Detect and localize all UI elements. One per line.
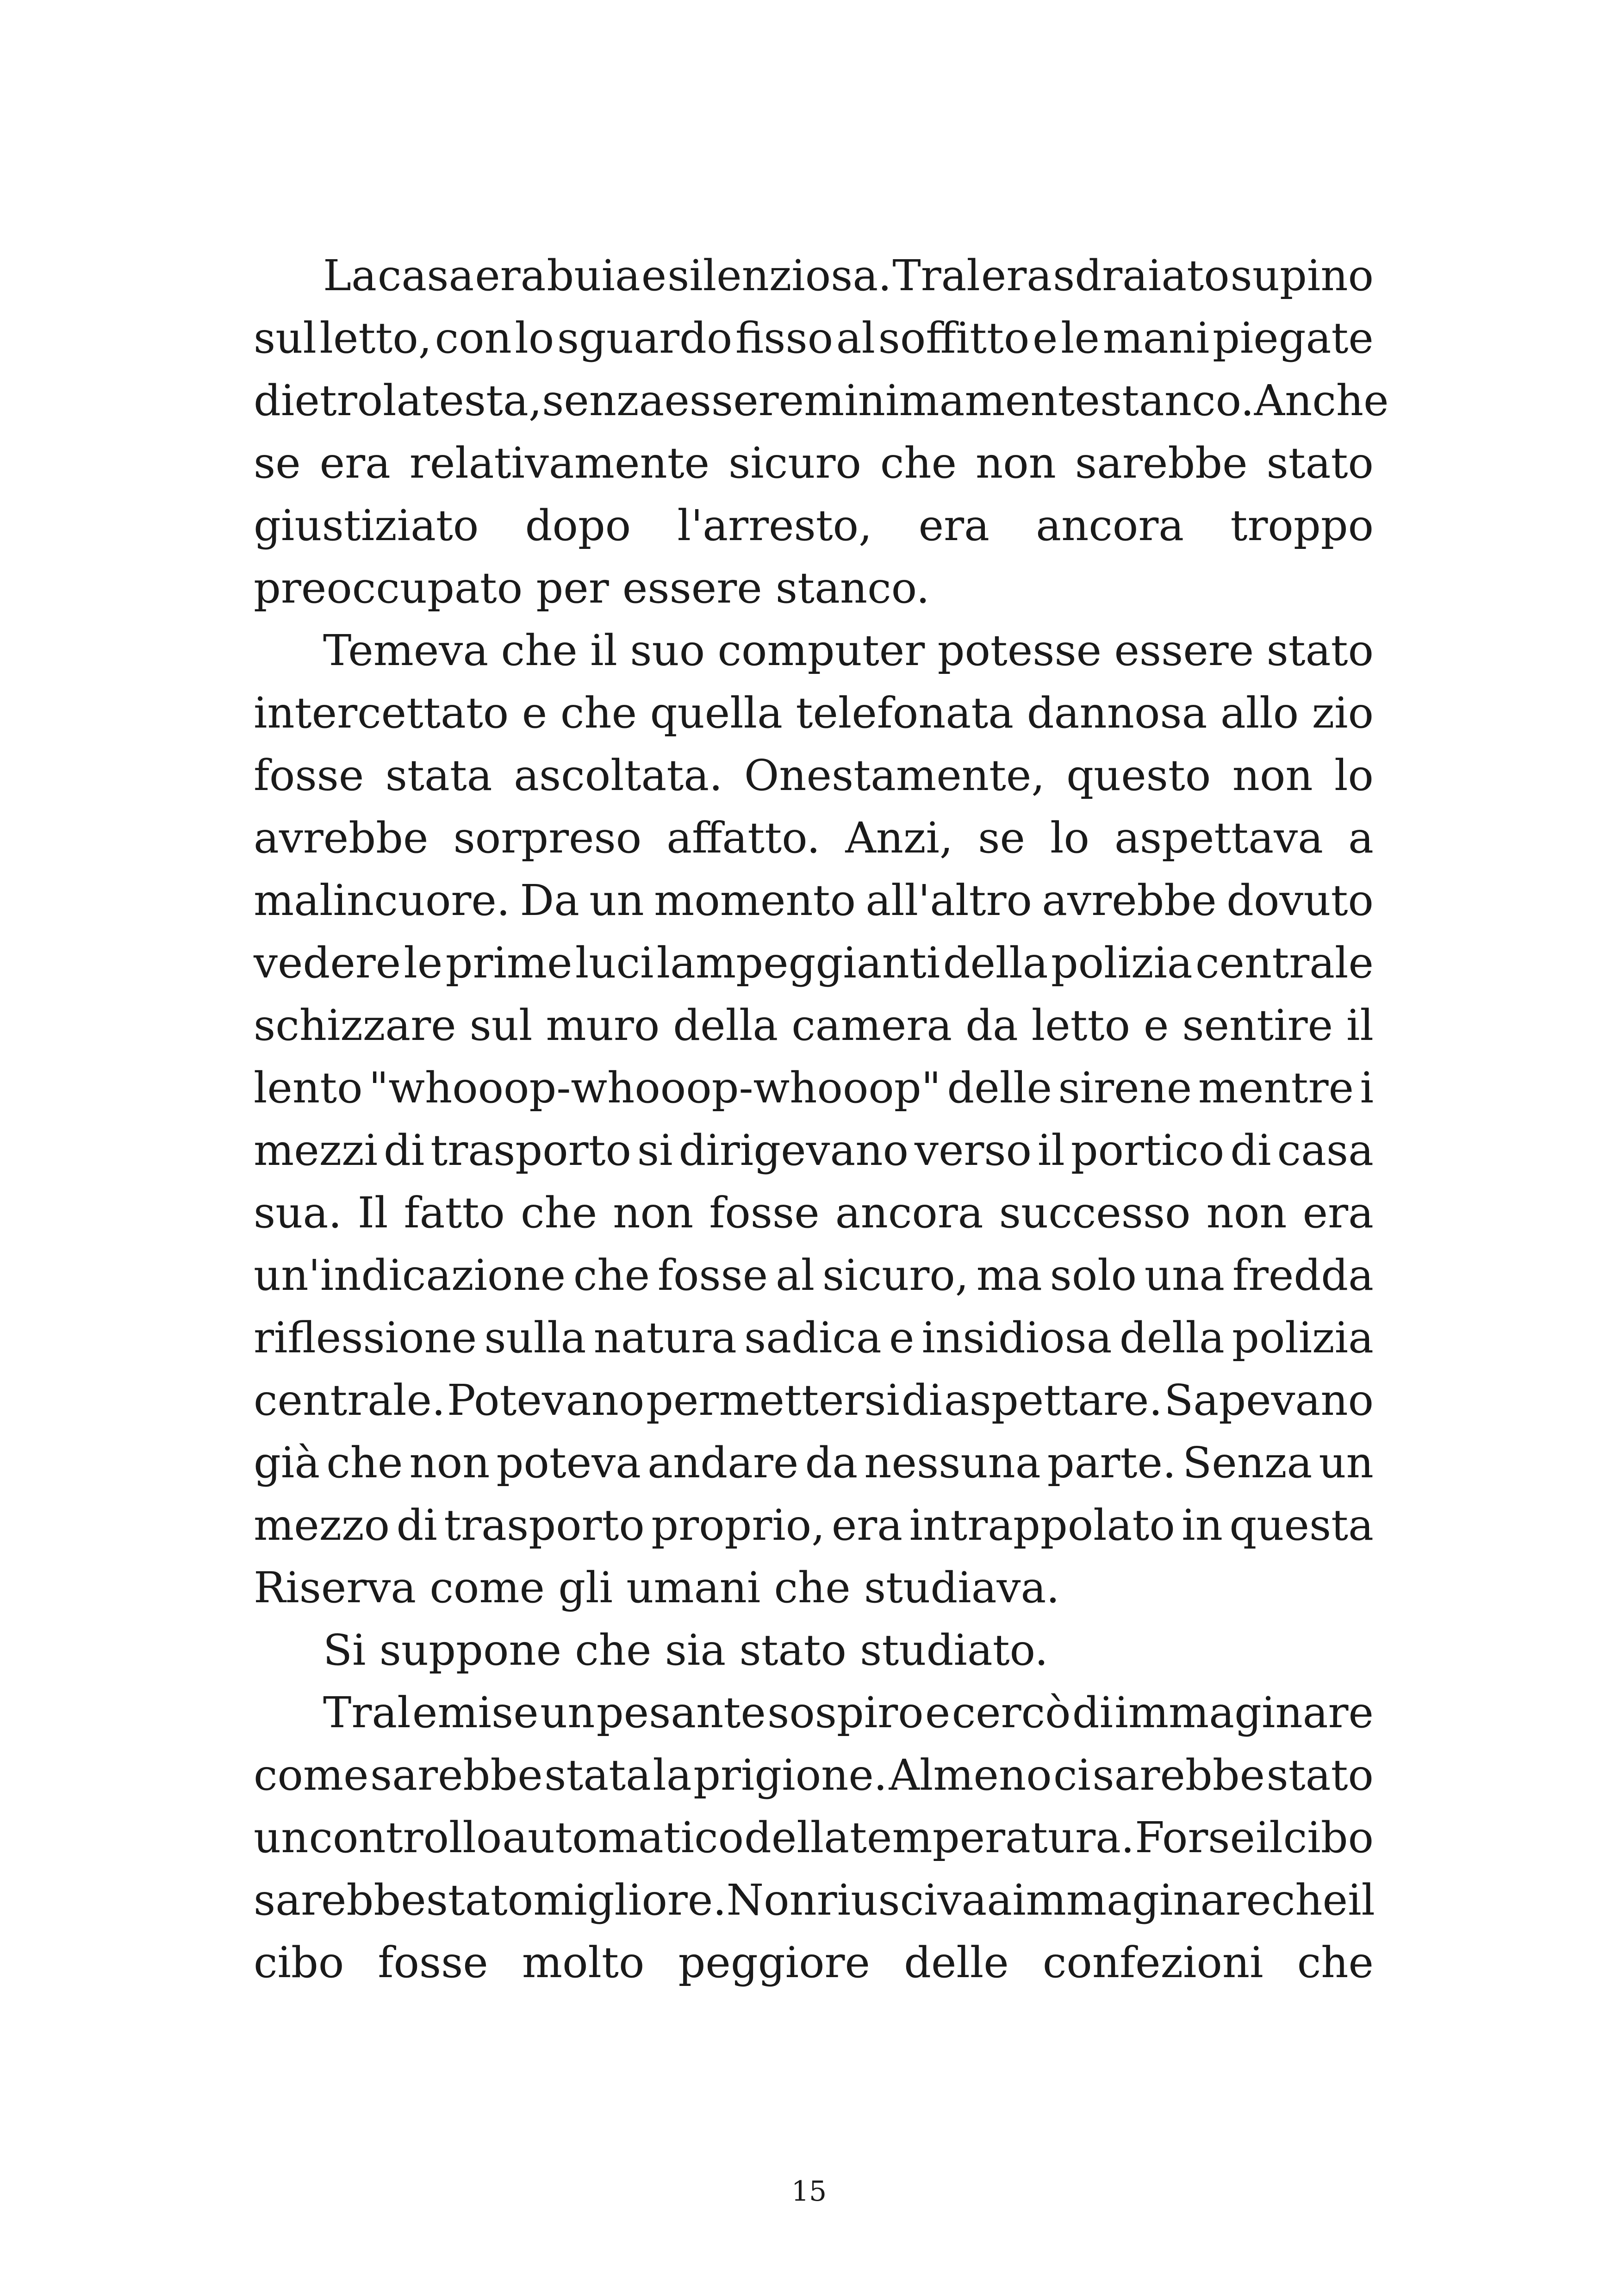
word: non xyxy=(613,1188,694,1238)
word: letto, xyxy=(319,313,432,363)
word: mani xyxy=(1102,313,1210,363)
word: Potevano xyxy=(447,1375,645,1425)
word: e xyxy=(925,1688,951,1737)
text-line: preoccupato per essere stanco. xyxy=(254,563,930,613)
word: fosse xyxy=(254,751,364,800)
word: fredda xyxy=(1232,1251,1374,1300)
word: Almeno xyxy=(889,1750,1052,1800)
word: un xyxy=(254,1813,309,1862)
word: da xyxy=(805,1438,858,1487)
word: delle xyxy=(947,1063,1052,1113)
word: lo xyxy=(515,313,554,363)
word: di xyxy=(396,1500,437,1550)
text-line xyxy=(254,1182,1374,1244)
word: essere xyxy=(1114,626,1254,675)
word: se xyxy=(978,813,1025,863)
word: sdraiato xyxy=(1053,251,1230,300)
word: stato xyxy=(1266,1750,1374,1800)
text-line xyxy=(254,1869,1374,1931)
word: verso xyxy=(914,1126,1032,1175)
word: un'indicazione xyxy=(254,1251,566,1300)
word: e xyxy=(522,688,548,738)
text-line xyxy=(254,244,1374,307)
word: sul xyxy=(469,1001,533,1050)
word: a xyxy=(987,1875,1013,1925)
word: Il xyxy=(357,1188,388,1238)
word: computer xyxy=(717,626,925,675)
word: ma xyxy=(976,1251,1042,1300)
word: sul xyxy=(254,313,317,363)
word: con xyxy=(435,313,512,363)
word: portico xyxy=(1070,1126,1225,1175)
word: quella xyxy=(650,688,783,738)
word: che xyxy=(520,1188,597,1238)
word: era xyxy=(475,251,546,300)
word: letto xyxy=(1031,1001,1130,1050)
word: questa xyxy=(1229,1500,1374,1550)
word: che xyxy=(573,1251,650,1300)
word: trasporto xyxy=(430,1126,631,1175)
word: proprio, xyxy=(651,1500,825,1550)
word: peggiore xyxy=(678,1938,870,1987)
word: il xyxy=(1255,1813,1283,1862)
word: pesante xyxy=(596,1688,766,1737)
word: "whooop-whooop-whooop" xyxy=(368,1063,941,1113)
word: controllo xyxy=(309,1813,502,1862)
word: dovuto xyxy=(1226,876,1374,925)
word: era xyxy=(981,251,1052,300)
word: sentire xyxy=(1182,1001,1333,1050)
word: immaginare xyxy=(1012,1875,1271,1925)
word: malincuore. xyxy=(254,876,510,925)
word: il xyxy=(1037,1126,1065,1175)
word: delle xyxy=(904,1938,1009,1987)
word: ancora xyxy=(835,1188,983,1238)
word: avrebbe xyxy=(1042,876,1217,925)
word: a xyxy=(1348,813,1374,863)
word: mezzi xyxy=(254,1126,378,1175)
word: camera xyxy=(791,1001,952,1050)
word: mentre xyxy=(1198,1063,1354,1113)
word: stato xyxy=(426,1875,534,1925)
word: che xyxy=(501,626,578,675)
word: schizzare xyxy=(254,1001,456,1050)
word: centrale. xyxy=(254,1375,446,1425)
text-line xyxy=(254,494,1374,557)
word: Sapevano xyxy=(1164,1375,1374,1425)
word: Onestamente, xyxy=(744,751,1045,800)
word: poteva xyxy=(496,1438,641,1487)
word: le xyxy=(404,938,443,988)
text-line xyxy=(254,1744,1374,1806)
word: casa xyxy=(1277,1126,1374,1175)
word: non xyxy=(1206,1188,1287,1238)
text-line xyxy=(254,1057,1374,1119)
word: Forse xyxy=(1135,1813,1255,1862)
word: senza xyxy=(542,376,665,425)
word: trasporto xyxy=(444,1500,645,1550)
word: intrappolato xyxy=(909,1500,1175,1550)
text-line xyxy=(254,744,1374,807)
word: momento xyxy=(654,876,856,925)
word: era xyxy=(1302,1188,1374,1238)
word: insidiosa xyxy=(921,1313,1112,1363)
word: dirigevano xyxy=(678,1126,909,1175)
text-line xyxy=(254,1431,1374,1494)
word: Temeva xyxy=(323,626,489,675)
word: fisso xyxy=(735,313,834,363)
word: stata xyxy=(385,751,492,800)
word: soffitto xyxy=(878,313,1030,363)
word: andare xyxy=(647,1438,799,1487)
word: aspettare. xyxy=(944,1375,1163,1425)
word: luci xyxy=(575,938,654,988)
word: giustiziato xyxy=(254,501,479,550)
word: non xyxy=(976,438,1056,488)
text-line xyxy=(254,1307,1374,1369)
word: lento xyxy=(254,1063,363,1113)
word: zio xyxy=(1312,688,1374,738)
word: un xyxy=(589,876,644,925)
text-line xyxy=(254,619,1374,682)
word: fosse xyxy=(378,1938,488,1987)
word: fosse xyxy=(657,1251,768,1300)
word: allo xyxy=(1220,688,1299,738)
word: come xyxy=(254,1750,369,1800)
word: cibo xyxy=(1283,1813,1374,1862)
word: di xyxy=(901,1375,943,1425)
word: era xyxy=(319,438,391,488)
text-line xyxy=(254,1806,1374,1869)
word: vedere xyxy=(254,938,401,988)
word: Da xyxy=(520,876,579,925)
word: che xyxy=(1297,1938,1374,1987)
word: ancora xyxy=(1036,501,1184,550)
word: che xyxy=(1271,1875,1348,1925)
word: telefonata xyxy=(796,688,1014,738)
text-line xyxy=(254,307,1374,369)
word: sarebbe xyxy=(1075,438,1248,488)
word: supino xyxy=(1230,251,1374,300)
word: automatico xyxy=(502,1813,744,1862)
word: Senza xyxy=(1182,1438,1313,1487)
text-line xyxy=(254,1119,1374,1182)
word: polizia xyxy=(1051,938,1193,988)
text-line xyxy=(254,369,1389,432)
paragraph-2 xyxy=(254,619,1374,1619)
word: della xyxy=(673,1001,778,1050)
word: già xyxy=(254,1438,320,1487)
word: silenziosa. xyxy=(667,251,892,300)
word: nessuna xyxy=(864,1438,1041,1487)
word: relativamente xyxy=(409,438,710,488)
text-line xyxy=(254,869,1374,932)
word: ascoltata. xyxy=(514,751,723,800)
word: sicuro xyxy=(728,438,861,488)
word: in xyxy=(1182,1500,1223,1550)
word: troppo xyxy=(1230,501,1374,550)
word: cercò xyxy=(952,1688,1071,1737)
word: sospiro xyxy=(767,1688,924,1737)
text-line xyxy=(254,932,1374,994)
text-line xyxy=(254,1369,1374,1431)
text-line xyxy=(254,994,1374,1057)
word: permettersi xyxy=(646,1375,900,1425)
word: stanco. xyxy=(1100,376,1254,425)
word: essere xyxy=(664,376,804,425)
word: all'altro xyxy=(865,876,1032,925)
word: casa xyxy=(377,251,474,300)
word: sarebbe xyxy=(1092,1750,1265,1800)
word: al xyxy=(836,313,876,363)
word: lo xyxy=(1334,751,1374,800)
word: successo xyxy=(999,1188,1191,1238)
word: che xyxy=(326,1438,403,1487)
word: stato xyxy=(1266,626,1374,675)
text-line xyxy=(254,682,1374,744)
word: sulla xyxy=(484,1313,586,1363)
word: intercettato xyxy=(254,688,509,738)
word: e xyxy=(1143,1001,1169,1050)
word: prime xyxy=(445,938,573,988)
text-line xyxy=(254,1931,1374,1994)
word: la xyxy=(383,376,422,425)
word: prigione. xyxy=(693,1750,888,1800)
word: una xyxy=(1144,1251,1225,1300)
text-line xyxy=(254,432,1374,494)
paragraph-4 xyxy=(254,1681,1374,1994)
word: immaginare xyxy=(1114,1688,1374,1737)
page-number: 15 xyxy=(791,2175,827,2208)
word: sorpreso xyxy=(453,813,642,863)
word: confezioni xyxy=(1042,1938,1263,1987)
word: lo xyxy=(1050,813,1089,863)
word: minimamente xyxy=(804,376,1100,425)
word: un xyxy=(540,1688,595,1737)
word: ci xyxy=(1053,1750,1091,1800)
word: non xyxy=(409,1438,490,1487)
word: e xyxy=(889,1313,915,1363)
text-line xyxy=(254,1494,1374,1556)
word: il xyxy=(590,626,617,675)
word: sarebbe xyxy=(254,1875,426,1925)
word: buia xyxy=(547,251,641,300)
word: centrale xyxy=(1195,938,1374,988)
word: della xyxy=(744,1813,850,1862)
word: al xyxy=(775,1251,815,1300)
word: aspettava xyxy=(1114,813,1324,863)
word: cibo xyxy=(254,1938,344,1987)
text-line: Si suppone che sia stato studiato. xyxy=(323,1625,1048,1675)
word: potesse xyxy=(937,626,1102,675)
word: di xyxy=(384,1126,425,1175)
word: Anzi, xyxy=(845,813,953,863)
text-line: Riserva come gli umani che studiava. xyxy=(254,1563,1060,1612)
text-line xyxy=(254,807,1374,869)
word: dietro xyxy=(254,376,383,425)
word: e xyxy=(641,251,667,300)
word: l'arresto, xyxy=(677,501,872,550)
text-line xyxy=(254,1244,1374,1307)
word: stata xyxy=(544,1750,651,1800)
word: della xyxy=(943,938,1048,988)
word: molto xyxy=(522,1938,645,1987)
word: La xyxy=(323,251,377,300)
body-text xyxy=(254,244,1389,1994)
word: si xyxy=(637,1126,673,1175)
word: non xyxy=(1232,751,1313,800)
word: emise xyxy=(412,1688,539,1737)
word: che xyxy=(560,688,637,738)
word: era xyxy=(918,501,989,550)
word: affatto. xyxy=(666,813,821,863)
word: sarebbe xyxy=(370,1750,543,1800)
word: Tral xyxy=(892,251,980,300)
word: temperatura. xyxy=(850,1813,1135,1862)
word: migliore. xyxy=(533,1875,727,1925)
word: lampeggianti xyxy=(656,938,940,988)
word: riusciva xyxy=(816,1875,987,1925)
word: sadica xyxy=(744,1313,882,1363)
word: era xyxy=(831,1500,903,1550)
word: mezzo xyxy=(254,1500,390,1550)
word: sirene xyxy=(1058,1063,1192,1113)
word: sua. xyxy=(254,1188,342,1238)
word: riflessione xyxy=(254,1313,477,1363)
word: le xyxy=(1061,313,1100,363)
word: dopo xyxy=(525,501,631,550)
word: testa, xyxy=(422,376,542,425)
word: un xyxy=(1319,1438,1374,1487)
word: che xyxy=(880,438,957,488)
word: polizia xyxy=(1232,1313,1374,1363)
word: dannosa xyxy=(1027,688,1207,738)
word: i xyxy=(1360,1063,1374,1113)
word: Tral xyxy=(323,1688,411,1737)
word: suo xyxy=(630,626,705,675)
word: muro xyxy=(546,1001,660,1050)
word: il xyxy=(1346,1001,1374,1050)
word: della xyxy=(1119,1313,1225,1363)
text-line xyxy=(254,1681,1374,1744)
paragraph-1 xyxy=(254,244,1389,619)
word: e xyxy=(1032,313,1058,363)
word: solo xyxy=(1050,1251,1137,1300)
word: se xyxy=(254,438,301,488)
word: natura xyxy=(593,1313,737,1363)
paragraph-3 xyxy=(254,1619,1374,1681)
word: piegate xyxy=(1212,313,1374,363)
word: questo xyxy=(1066,751,1211,800)
word: la xyxy=(653,1750,692,1800)
word: stato xyxy=(1266,438,1374,488)
word: avrebbe xyxy=(254,813,429,863)
word: fatto xyxy=(404,1188,505,1238)
word: Non xyxy=(726,1875,817,1925)
word: sguardo xyxy=(557,313,733,363)
word: parte. xyxy=(1047,1438,1176,1487)
word: da xyxy=(965,1001,1018,1050)
word: di xyxy=(1230,1126,1271,1175)
word: fosse xyxy=(709,1188,820,1238)
word: Anche xyxy=(1254,376,1389,425)
word: di xyxy=(1072,1688,1114,1737)
word: sicuro, xyxy=(822,1251,969,1300)
word: il xyxy=(1348,1875,1375,1925)
